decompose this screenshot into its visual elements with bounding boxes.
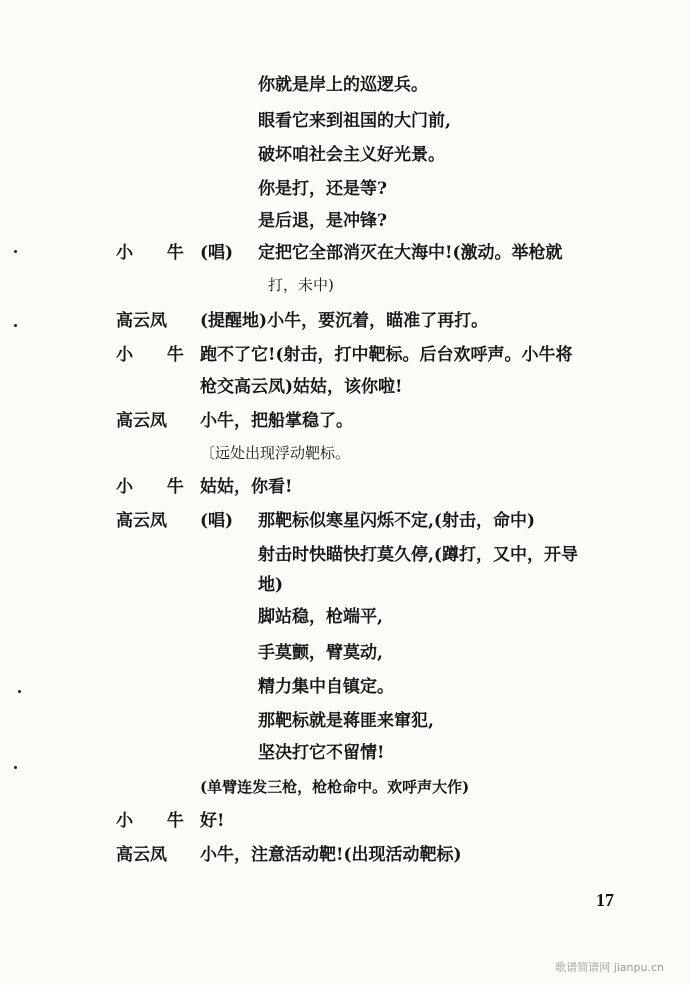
lyric-line-3: 破坏咱社会主义好光景。: [258, 145, 445, 165]
speaker-gaoyunfeng: 高云凤: [116, 845, 167, 865]
scan-speck: [18, 690, 21, 693]
lyric-line: 那靶标似寒星闪烁不定,(射击，命中): [258, 511, 536, 531]
speaker-gaoyunfeng: 高云凤: [116, 411, 167, 431]
dialog-line: 小牛，注意活动靶!(出现活动靶标): [200, 845, 462, 865]
speaker-xiaoniu: 小 牛: [116, 811, 198, 831]
stage-direction: 打，未中): [268, 276, 334, 294]
dialog-line: 小牛，把船掌稳了。: [200, 411, 353, 431]
speaker-xiaoniu: 小 牛: [116, 345, 198, 365]
dialog-line: 好!: [200, 811, 225, 831]
dialog-line: (提醒地)小牛，要沉着，瞄准了再打。: [200, 311, 489, 331]
lyric-line: 那靶标就是蒋匪来窜犯,: [258, 711, 434, 731]
scan-speck: [14, 766, 17, 769]
dialog-line: 姑姑，你看!: [200, 477, 293, 497]
watermark: 歌谱简谱网 jianpu.cn: [555, 961, 664, 974]
stage-direction: 〔远处出现浮动靶标。: [200, 444, 351, 462]
speaker-gaoyunfeng: 高云凤: [116, 311, 167, 331]
dialog-line: 枪交高云凤)姑姑，该你啦!: [200, 377, 403, 397]
lyric-line: 手莫颤，臂莫动,: [258, 643, 383, 663]
speaker-gaoyunfeng: 高云凤: [116, 511, 167, 531]
stage-direction: (单臂连发三枪，枪枪命中。欢呼声大作): [200, 778, 470, 796]
lyric-line-2: 眼看它来到祖国的大门前,: [258, 111, 451, 131]
scan-speck: [14, 250, 17, 253]
lyric-line-1: 你就是岸上的巡逻兵。: [258, 75, 428, 95]
lyric-line-4: 你是打，还是等?: [258, 179, 387, 199]
page-number: 17: [596, 890, 614, 910]
cue-sing: (唱): [200, 243, 234, 263]
lyric-line: 射击时快瞄快打莫久停,(蹲打，又中，开导: [258, 545, 578, 565]
speaker-xiaoniu: 小 牛: [116, 477, 198, 497]
lyric-line: 精力集中自镇定。: [258, 677, 394, 697]
cue-sing: (唱): [200, 511, 234, 531]
lyric-line: 地): [258, 575, 284, 595]
dialog-line: 跑不了它!(射击，打中靶标。后台欢呼声。小牛将: [200, 345, 573, 365]
dialog-line: 定把它全部消灭在大海中!(激动。举枪就: [258, 243, 563, 263]
lyric-line: 脚站稳，枪端平,: [258, 607, 383, 627]
scan-speck: [14, 324, 17, 327]
lyric-line-5: 是后退，是冲锋?: [258, 211, 387, 231]
speaker-xiaoniu: 小 牛: [116, 243, 198, 263]
lyric-line: 坚决打它不留情!: [258, 743, 385, 763]
